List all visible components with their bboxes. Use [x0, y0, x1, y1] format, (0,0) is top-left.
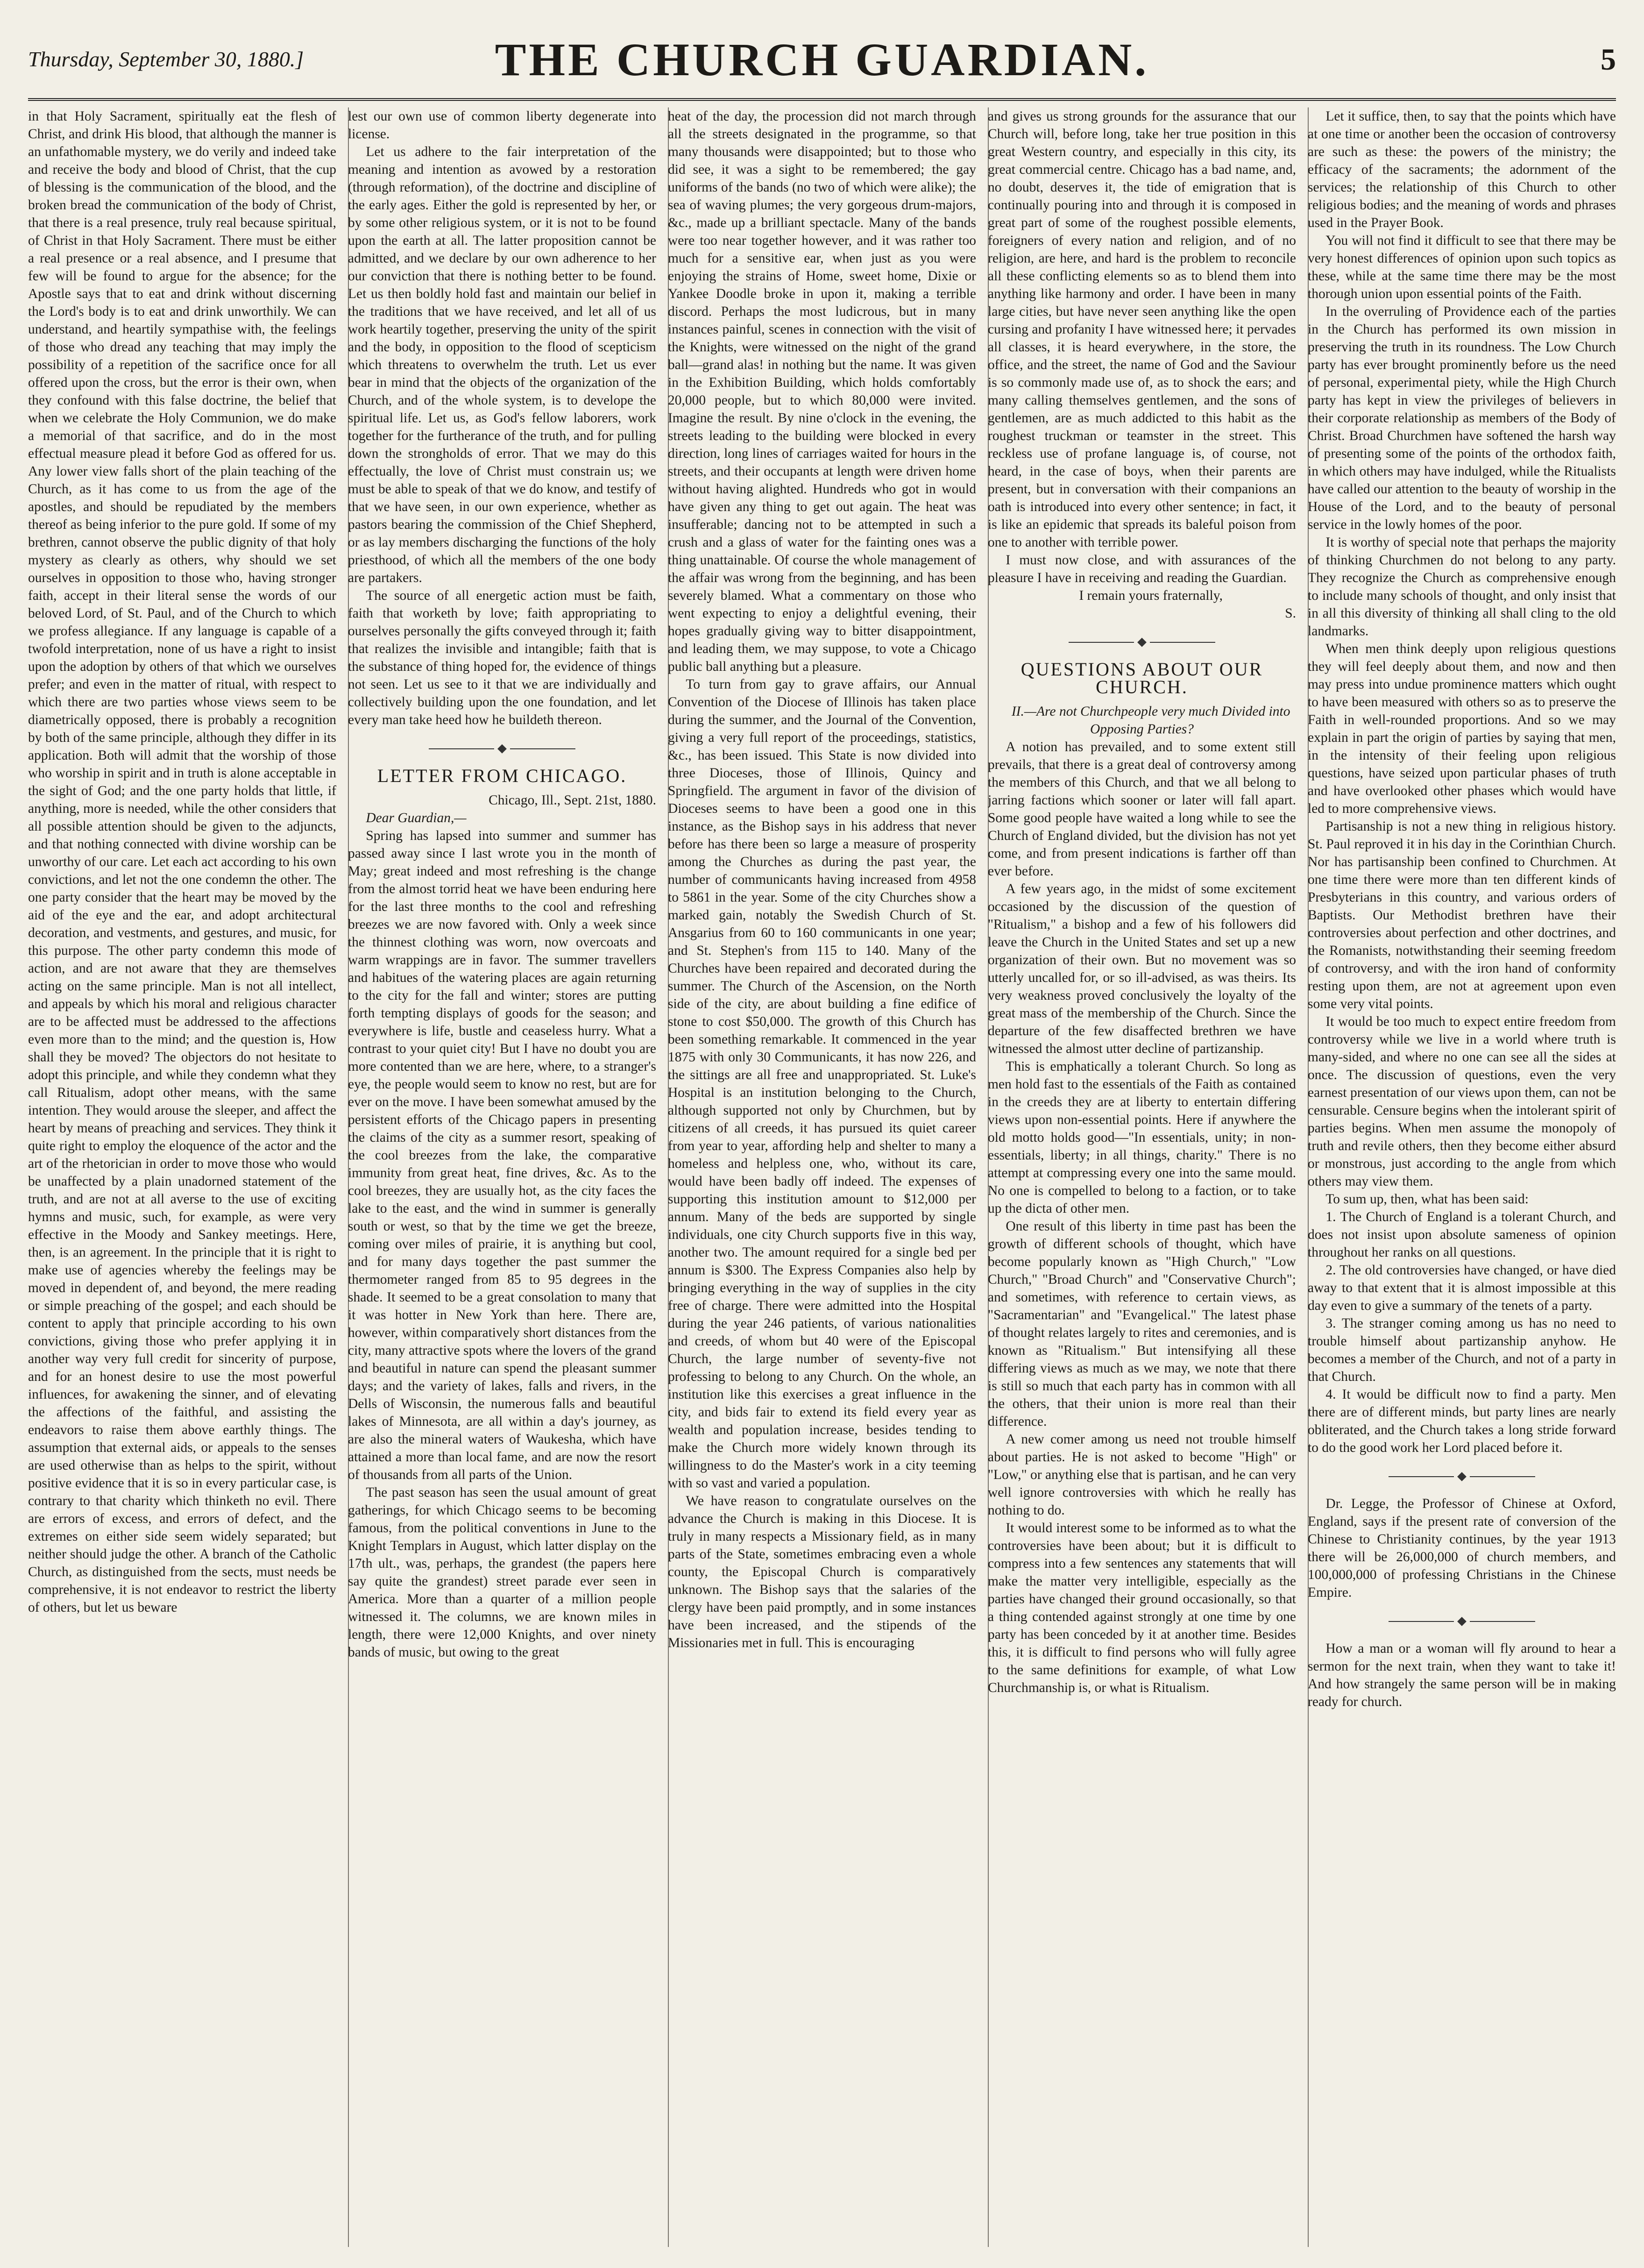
- page-number: 5: [1601, 43, 1616, 77]
- article-columns: [28, 107, 1616, 2247]
- article-paragraph: Spring has lapsed into summer and summer has passed away since I last wrote you in the month of May; great indeed and most refreshing is the change from the almost torrid heat we have been enduring here for the last three months to the cool and refreshing breezes we are now favored with. Only a week since the thinnest clothing was worn, now overcoats and warm wrappings are in favor. The summer travellers and habitues of the watering places are again returning to the city for the fall and winter; stores are putting forth tempting displays of goods for the season; and everywhere is life, bustle and ceaseless hurry. What a contrast to your quiet city! But I have no doubt you are more contented than we are here, where, to a stranger's eye, the people would seem to know no rest, but are for ever on the move. I have been somewhat amused by the persistent efforts of the Chicago papers in presenting the claims of the city as a summer resort, speaking of the cool breezes from the lake, the comparative immunity from great heat, fine drives, &c. As to the cool breezes, they are usually hot, as the city faces the lake to the east, and the wind in summer is generally south or west, so that by the time we get the breeze, coming over miles of prairie, it is anything but cool, and for many days together the past summer the thermometer ranged from 85 to 95 degrees in the shade. It seemed to be a great consolation to many that it was hotter in New York than here. There are, however, within comparatively short distances from the city, many attractive spots where the lovers of the grand and beautiful in nature can spend the pleasant summer days; and the variety of lakes, falls and rivers, in the Dells of Wisconsin, the numerous falls and beautiful lakes of Minnesota, are all within a day's journey, as are also the mineral waters of Waukesha, which have attained a more than local fame, and are now the resort of thousands from all parts of the Union.: [348, 828, 656, 1482]
- article-paragraph: When men think deeply upon religious questions they will feel deeply about them, and now and then may press into undue prominence matters which ought to have been measured with others so as to preserve the Faith in well-rounded proportions. And so we may explain in part the origin of parties by saying that men, in the intensity of their feeling upon religious questions, have seized upon particular phases of truth and have overlooked other phases which would have led to more comprehensive views.: [1308, 641, 1616, 816]
- column-3: [668, 107, 976, 2247]
- newspaper-title: THE CHURCH GUARDIAN.: [495, 34, 1149, 85]
- article-paragraph: How a man or a woman will fly around to hear a sermon for the next train, when they want to take it! And how strangely the same person will be in making ready for church.: [1308, 1641, 1616, 1709]
- article-paragraph: and gives us strong grounds for the assurance that our Church will, before long, take her true position in this great Western country, and especially in this city, its great commercial centre. Chicago has a bad name, and, no doubt, deserves it, the tide of emigration that is continually pouring into and through it is composed in great part of some of the roughest possible elements, foreigners of every nation and religion, and of no religion, are here, and hard is the problem to reconcile all these conflicting elements so as to blend them into anything like harmony and order. I have been in many large cities, but have never seen anything like the open cursing and profanity I have witnessed here; it pervades all classes, it is heard everywhere, in the store, the office, and the street, the name of God and the Saviour is so commonly made use of, as to shock the ears; and many calling themselves gentlemen, and the sons of gentlemen, are as much addicted to this habit as the roughest truckman or teamster in the street. This reckless use of profane language is, of course, not heard, in the case of boys, when their parents are present, but in conversation with their companions an oath is introduced into every other sentence; in fact, it is like an epidemic that spreads its baleful poison from one to another with terrible power.: [988, 109, 1296, 550]
- issue-date: Thursday, September 30, 1880.]: [28, 47, 304, 71]
- article-paragraph: A new comer among us need not trouble himself about parties. He is not asked to become "High" or "Low," or anything else that is partisan, and he can very well ignore controversies with which he really has nothing to do.: [988, 1432, 1296, 1518]
- article-paragraph: Dr. Legge, the Professor of Chinese at Oxford, England, says if the present rate of conversion of the Chinese to Christianity continues, by the year 1913 there will be 26,000,000 of church members, and 100,000,000 of professing Christians in the Chinese Empire.: [1308, 1496, 1616, 1600]
- section-separator: [348, 739, 656, 757]
- article-paragraph: One result of this liberty in time past has been the growth of different schools of thought, which have become popularly known as "High Church," "Low Church," "Broad Church" and "Conservative Church"; and sometimes, with reference to certain views, as "Sacramentarian" and "Evangelical." The latest phase of thought relates largely to rites and ceremonies, and is known as "Ritualism." But intensifying all these differing views as much as we may, we note that there is still so much that each party has in common with all the others, that their union is more real than their difference.: [988, 1219, 1296, 1429]
- article-paragraph: We have reason to congratulate ourselves on the advance the Church is making in this Diocese. It is truly in many respects a Missionary field, as in many parts of the State, sometimes embracing even a whole county, the Episcopal Church is comparatively unknown. The Bishop says that the salaries of the clergy have been paid promptly, and in some instances have been increased, and the stipends of the Missionaries met in full. This is encouraging: [668, 1493, 976, 1650]
- article-paragraph: It is worthy of special note that perhaps the majority of thinking Churchmen do not belong to any party. They recognize the Church as comprehensive enough to include many schools of thought, and only insist that in all this diversity of thinking all shall cling to the old landmarks.: [1308, 535, 1616, 639]
- article-paragraph: It would interest some to be informed as to what the controversies have been about; but it is difficult to compress into a few sentences any statements that will make the matter very intelligible, especially as the parties have changed their ground occasionally, so that a thing contended against strongly at one time by one party has been conceded by it at another time. Besides this, it is difficult to find persons who will fully agree to the same definitions for example, of what Low Churchmanship is, or what is Ritualism.: [988, 1521, 1296, 1695]
- section-separator: [1308, 1612, 1616, 1629]
- article-paragraph: lest our own use of common liberty degenerate into license.: [348, 109, 656, 142]
- article-paragraph: Dear Guardian,—: [366, 811, 467, 825]
- article-paragraph: Let us adhere to the fair interpretation of the meaning and intention as avowed by a restoration (through reformation), of the doctrine and discipline of the early ages. Either the gold is represented by her, or by some other religious system, or it is not to be found upon the earth at all. The latter proposition cannot be admitted, and we declare by our own adherence to her our conviction that there is nothing better to be found. Let us then boldly hold fast and maintain our belief in the traditions that we have received, and let all of us work heartily together, preserving the unity of the spirit and the body, in opposition to the flood of scepticism which threatens to overwhelm the truth. Let us ever bear in mind that the objects of the organization of the Church, and of the whole system, is to develope the spiritual life. Let us, as God's fellow laborers, work together for the furtherance of the truth, and for pulling down the strongholds of error. That we may do this effectually, the love of Christ must constrain us; we must be able to speak of that we do know, and testify of that we have seen, in our own experience, whether as pastors bearing the commission of the Chief Shepherd, or as lay members discharging the functions of the holy priesthood, of which all the members of the one body are partakers.: [348, 144, 656, 585]
- article-paragraph: II.—Are not Churchpeople very much Divided into Opposing Parties?: [1011, 704, 1290, 737]
- article-paragraph: S.: [1285, 606, 1296, 621]
- article-headline: QUESTIONS ABOUT OUR CHURCH.: [1020, 659, 1263, 697]
- article-paragraph: 1. The Church of England is a tolerant Church, and does not insist upon absolute sameness of opinion throughout her ranks on all questions.: [1308, 1209, 1616, 1260]
- article-paragraph: Let it suffice, then, to say that the points which have at one time or another been the occasion of controversy are such as these: the powers of the ministry; the efficacy of the sacraments; the adornment of the services; the relationship of this Church to other religious bodies; and the meaning of words and phrases used in the Prayer Book.: [1308, 109, 1616, 230]
- article-paragraph: in that Holy Sacrament, spiritually eat the flesh of Christ, and drink His blood, that although the manner is an unfathomable mystery, we do verily and indeed take and receive the body and blood of Christ, that the cup of blessing is the communication of the blood, and the broken bread the communication of the body of Christ, that there is a real presence, truly real because spiritual, of Christ in that Holy Sacrament. There must be either a real presence or a real absence, and I presume that few will be found to argue for the absence; for the Apostle says that to eat and drink without discerning the Lord's body is to eat and drink unworthily. We can understand, and heartily sympathise with, the feelings of those who dread any teaching that may imply the possibility of a repetition of the sacrifice once for all offered upon the cross, but the error is their own, when they confound with this false doctrine, the belief that when we celebrate the Holy Communion, we do make a memorial of that sacrifice, and do in the most effectual measure plead it before God as offered for us. Any lower view falls short of the plain teaching of the Church, as it has come to us from the age of the apostles, and should be repudiated by the members thereof as being inferior to the pure gold. If some of my brethren, cannot observe the public dignity of that holy mystery as clearly as others, why should we set ourselves in opposition to those who, having stronger faith, accept in their literal sense the words of our beloved Lord, of St. Paul, and of the Church to which we profess allegiance. If any language is capable of a twofold interpretation, none of us have a right to insist upon the adoption by others of that which we ourselves prefer; and even in the matter of ritual, with respect to which there are two parties whose views seem to be diametrically opposed, there is probably a recognition by both of the same principle, although they differ in its application. Both will admit that the worship of those who worship in spirit and in truth is alone acceptable in the sight of God; and the one party holds that little, if anything, more is needed, while the other considers that all possible attention should be given to the adjuncts, and that nothing connected with divine worship can be unworthy of our care. Let each act according to his own convictions, and let not the one condemn the other. The one party consider that the heart may be moved by the aid of the eye and the ear, and adopt architectural decoration, and vestments, and gestures, and music, for this purpose. The other party condemn this mode of action, and are not aware that they are themselves acting on the same principle. Man is not all intellect, and appeals by which his moral and religious character are to be affected must be addressed to the affections even more than to the mind; and the question is, How shall they be moved? The objectors do not hesitate to adopt this principle, and while they condemn what they call Ritualism, adopt other means, with the same intention. They would arouse the sleeper, and affect the heart by means of preaching and services. They think it quite right to employ the eloquence of the actor and the art of the rhetorician in order to move those who would be unaffected by a plain unadorned statement of the truth, and are not at all averse to the use of exciting hymns and music, such, for example, as were very effective in the Moody and Sankey meetings. Here, then, is an agreement. In the principle that it is right to make use of agencies whereby the feelings may be moved in dependent of, and beyond, the mere reading or simple preaching of the gospel; and each should be content to apply that principle according to his own convictions, giving those who prefer applying it in another way very full credit for sincerity of purpose, and for an honest desire to use the most powerful influences, for awakening the sinner, and of elevating the affections of the faithful, and assisting the endeavors to raise them above earthly things. The assumption that external aids, or appeals to the senses are used otherwise than as helps to the spirit, without positive evidence that it is so in every particular case, is contrary to that charity which thinketh no evil. There are errors of excess, and errors of defect, and the extremes on either side seem widely separated; but neither should judge the other. A branch of the Catholic Church, as distinguished from the sects, must needs be comprehensive, it is not endeavor to restrict the liberty of others, but let us beware: [28, 109, 336, 1615]
- article-paragraph: To turn from gay to grave affairs, our Annual Convention of the Diocese of Illinois has taken place during the summer, and the Journal of the Convention, giving a very full report of the proceedings, statistics, &c., has been issued. This State is now divided into three Dioceses, those of Illinois, Quincy and Springfield. The argument in favor of the division of Dioceses seems to have been a good one in this instance, as the Bishop says in his address that never before has there been so large a measure of prosperity among the Churches as during the past year, the number of communicants having increased from 4958 to 5861 in the year. Some of the city Churches show a marked gain, notably the Swedish Church of St. Ansgarius from 60 to 160 communicants in one year; and St. Stephen's from 115 to 140. Many of the Churches have been repaired and decorated during the summer. The Church of the Ascension, on the North side of the city, are about building a fine edifice of stone to cost $50,000. The growth of this Church has been something remarkable. It commenced in the year 1875 with only 30 Communicants, it has now 226, and the sittings are all free and unappropriated. St. Luke's Hospital is an institution belonging to the Church, although supported not only by Churchmen, but by citizens of all creeds, it has pursued its quiet career from year to year, affording help and shelter to many a homeless and helpless one, who, without its care, would have been badly off indeed. The expenses of supporting this institution amount to $12,000 per annum. Many of the beds are supported by single individuals, one city Church supports five in this way, another two. The amount required for a single bed per annum is $300. The Express Companies also help by bringing everything in the way of supplies in the city free of charge. There were admitted into the Hospital during the year 246 patients, of various nationalities and creeds, of whom but 40 were of the Episcopal Church, the large number of seventy-five not professing to belong to any Church. On the whole, an institution like this exercises a great influence in the city, and bids fair to extend its field every year as wealth and population increase, besides tending to make the Church more widely known through its willingness to do the Master's work in a city teeming with so vast and varied a population.: [668, 677, 976, 1491]
- section-separator: [1308, 1467, 1616, 1485]
- article-paragraph: In the overruling of Providence each of the parties in the Church has performed its own mission in preserving the truth in its roundness. The Low Church party has ever brought prominently before us the need of personal, experimental piety, while the High Church party has kept in view the privileges of believers in their corporate relationship as members of the Body of Christ. Broad Churchmen have softened the harsh way of presenting some of the points of the orthodox faith, in which others may have indulged, while the Ritualists have called our attention to the beauty of worship in the House of the Lord, and to the beauty of personal service in the lowly homes of the poor.: [1308, 304, 1616, 532]
- article-paragraph: The past season has seen the usual amount of great gatherings, for which Chicago seems to be becoming famous, from the political conventions in June to the Knight Templars in August, which latter display on the 17th ult., was, perhaps, the grandest (the papers here say quite the grandest) street parade ever seen in America. More than a quarter of a million people witnessed it. The columns, we are known miles in length, there were 12,000 Knights, and over ninety bands of music, but owing to the great: [348, 1485, 656, 1660]
- article-paragraph: I must now close, and with assurances of the pleasure I have in receiving and reading the Guardian.: [988, 553, 1296, 585]
- article-paragraph: The source of all energetic action must be faith, faith that worketh by love; faith appropriating to ourselves personally the gifts conveyed through it; faith that realizes the invisible and intangible; faith that is the substance of thing hoped for, the evidence of things not seen. Let us see to it that we are individually and collectively building upon the one foundation, and let every man take heed how he buildeth thereon.: [348, 588, 656, 727]
- column-2: [348, 107, 656, 2247]
- article-paragraph: Partisanship is not a new thing in religious history. St. Paul reproved it in his day in the Corinthian Church. Nor has partisanship been confined to Churchmen. At one time there were more than ten different kinds of Presbyterians in this country, and various orders of Baptists. Our Methodist brethren have their controversies about perfection and other doctrines, and the Romanists, notwithstanding their seeming freedom of controversy, and with the iron hand of conformity resting upon them, are not at agreement upon even some very vital points.: [1308, 819, 1616, 1011]
- article-headline: LETTER FROM CHICAGO.: [377, 765, 627, 786]
- article-paragraph: A few years ago, in the midst of some excitement occasioned by the discussion of the question of "Ritualism," a bishop and a few of his followers did leave the Church in the United States and set up a new organization of their own. But no movement was so utterly uncalled for, or so ill-advised, as was theirs. Its very weakness proved conclusively the loyalty of the great mass of the membership of the Church. Since the departure of the few disaffected brethren we have witnessed the almost utter decline of partizanship.: [988, 882, 1296, 1056]
- column-1: [28, 107, 336, 2247]
- article-paragraph: It would be too much to expect entire freedom from controversy while we live in a world where truth is many-sided, and where no one can see all the sides at once. The discussion of questions, even the very earnest presentation of our views upon them, can not be censurable. Censure begins when the intolerant spirit of parties begins. When men assume the monopoly of truth and revile others, then they become either absurd or monstrous, just according to the angle from which others may view them.: [1308, 1014, 1616, 1189]
- article-paragraph: heat of the day, the procession did not march through all the streets designated in the programme, so that many thousands were disappointed; but to those who did see, it was a sight to be remembered; the gay uniforms of the bands (no two of which were alike); the sea of waving plumes; the very gorgeous drum-majors, &c., made up a brilliant spectacle. Many of the bands were too near together however, and it was rather too much for a sensitive ear, when just as you were enjoying the strains of Home, sweet home, Dixie or Yankee Doodle broke in upon it, making a terrible discord. Perhaps the most ludicrous, but in many instances painful, scenes in connection with the visit of the Knights, were witnessed on the night of the grand ball—grand alas! in nothing but the name. It was given in the Exhibition Building, which holds comfortably 20,000 people, but to which 80,000 were invited. Imagine the result. By nine o'clock in the evening, the streets leading to the building were blocked in every direction, long lines of carriages waited for hours in the streets, and their occupants at length were driven home without having alighted. Hundreds who got in would have given any thing to get out again. The heat was insufferable; dancing not to be attempted in such a crush and a glass of water for the fainting ones was a thing unattainable. Of course the whole management of the affair was wrong from the beginning, and has been severely blamed. What a commentary on those who went expecting to enjoy a delightful evening, their hopes gradually giving way to bitter disappointment, and leading them, we may suppose, to vote a Chicago public ball anything but a pleasure.: [668, 109, 976, 674]
- article-paragraph: 3. The stranger coming among us has no need to trouble himself about partizanship anyhow. He becomes a member of the Church, and not of a party in that Church.: [1308, 1316, 1616, 1384]
- column-5: [1308, 107, 1616, 2247]
- article-paragraph: A notion has prevailed, and to some extent still prevails, that there is a great deal of controversy among the members of this Church, and that we all belong to jarring factions which sooner or later will fall apart. Some good people have waited a long while to see the Church of England divided, but the division has not yet come, and from present indications is farther off than ever before.: [988, 739, 1296, 879]
- article-paragraph: To sum up, then, what has been said:: [1325, 1192, 1529, 1207]
- article-paragraph: 2. The old controversies have changed, or have died away to that extent that it is almost impossible at this day even to give a summary of the tenets of a party.: [1308, 1263, 1616, 1313]
- column-4: [988, 107, 1296, 2247]
- section-separator: [988, 633, 1296, 650]
- masthead: [28, 28, 1616, 101]
- article-paragraph: Chicago, Ill., Sept. 21st, 1880.: [489, 793, 656, 808]
- article-paragraph: You will not find it difficult to see that there may be very honest differences of opinion upon such topics as these, while at the same time there may be the most thorough union upon essential points of the Faith.: [1308, 233, 1616, 301]
- article-paragraph: This is emphatically a tolerant Church. So long as men hold fast to the essentials of the Faith as contained in the creeds they are at liberty to entertain differing views upon non-essential points. Here if anywhere the old motto holds good—"In essentials, unity; in non-essentials, liberty; in all things, charity." There is no attempt at compressing every one into the same mould. No one is compelled to belong to a faction, or to take up the dicta of other men.: [988, 1059, 1296, 1216]
- article-paragraph: I remain yours fraternally,: [1079, 588, 1223, 603]
- article-paragraph: 4. It would be difficult now to find a party. Men there are of different minds, but party lines are nearly obliterated, and the Church takes a long stride forward to do the good work her Lord placed before it.: [1308, 1387, 1616, 1455]
